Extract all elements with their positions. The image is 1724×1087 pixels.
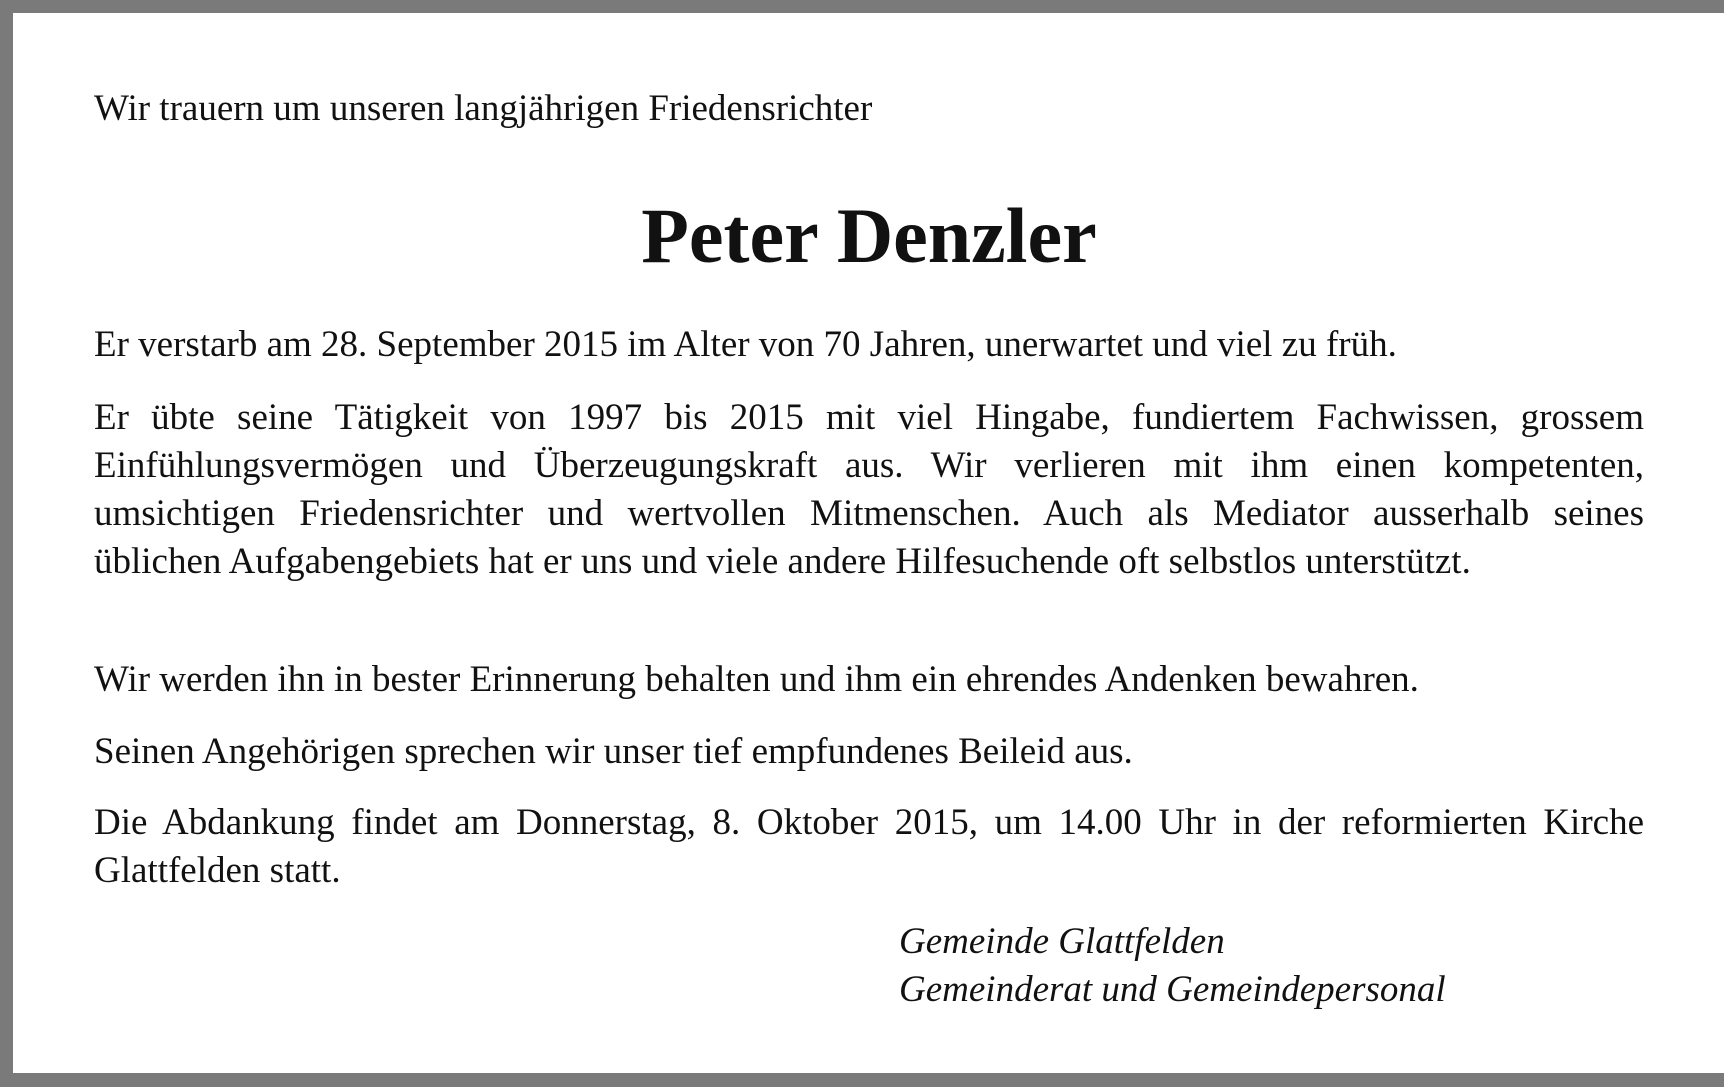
remembrance-paragraph: Wir werden ihn in bester Erinnerung behalten und ihm ein ehrendes Andenken bewahren. <box>94 659 1419 700</box>
obituary-page <box>13 13 1724 1073</box>
death-paragraph: Er verstarb am 28. September 2015 im Alter von 70 Jahren, unerwartet und viel zu früh. <box>94 324 1397 365</box>
tribute-paragraph: Er übte seine Tätigkeit von 1997 bis 2015 mit viel Hingabe, fundiertem Fachwissen, grossem Einfühlungsvermögen und Überzeugungskraft aus. Wir verlieren mit ihm einen kompetenten, umsichtigen Friedensrichter und wertvollen Mitmenschen. Auch als Mediator ausserhalb seines üblichen Aufgabengebiets hat er uns und viele andere Hilfesuchende oft selbstlos unterstützt. <box>94 397 1644 582</box>
condolence-paragraph: Seinen Angehörigen sprechen wir unser tief empfundenes Beileid aus. <box>94 731 1133 772</box>
deceased-name: Peter Denzler <box>641 192 1097 279</box>
signature-line-council: Gemeinderat und Gemeindepersonal <box>899 969 1446 1010</box>
signature-line-municipality: Gemeinde Glattfelden <box>899 921 1225 962</box>
funeral-paragraph: Die Abdankung findet am Donnerstag, 8. Oktober 2015, um 14.00 Uhr in der reformierten Kirche Glattfelden statt. <box>94 802 1644 891</box>
intro-line: Wir trauern um unseren langjährigen Friedensrichter <box>94 88 873 129</box>
signature-block <box>899 918 1446 1014</box>
